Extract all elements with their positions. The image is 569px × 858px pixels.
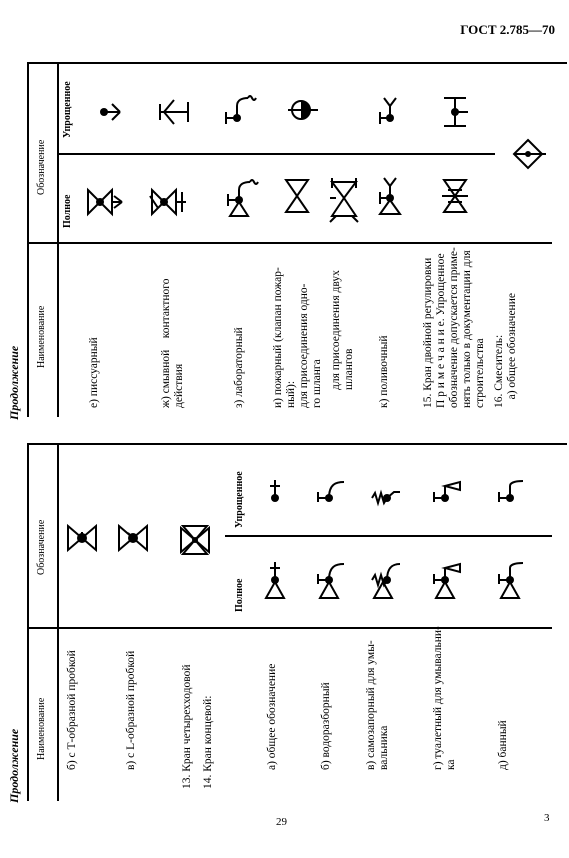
right-col-simplified-header: Упрощенное xyxy=(62,81,73,138)
right-table-box-top xyxy=(27,62,567,64)
left-col-symbol-header: Обозначение xyxy=(36,519,47,575)
water-tap-full-icon xyxy=(316,560,348,604)
end-valve-simplified-general-icon xyxy=(265,478,285,504)
watering-tap-full-icon xyxy=(376,176,406,220)
right-row-laboratory: з) лабораторный xyxy=(233,327,245,408)
right-row-watering: к) поливочный xyxy=(378,335,390,408)
left-row-self-closing: в) самозапорный для умы- вальника xyxy=(365,640,390,770)
l-plug-valve-icon xyxy=(117,522,149,554)
left-row-four-way: 13. Кран четырехходовой xyxy=(181,664,193,789)
fire-valve-two-full-icon xyxy=(328,176,360,224)
right-row-fire: и) пожарный (клапан пожар- ный): для присоединения одно- го шланга xyxy=(272,267,323,408)
standard-designation: ГОСТ 2.785—70 xyxy=(460,22,555,37)
t-plug-valve-icon xyxy=(66,522,98,554)
left-col-full-header: Полное xyxy=(234,578,245,612)
flush-simplified-icon xyxy=(158,96,192,128)
four-way-valve-icon xyxy=(175,520,215,560)
right-table-col-divider-1 xyxy=(27,242,552,244)
urinal-simplified-icon xyxy=(96,96,124,128)
corner-number: 3 xyxy=(544,812,550,824)
right-continuation: Продолжение xyxy=(7,345,21,420)
fire-valve-one-full-icon xyxy=(282,176,312,216)
watering-tap-simplified-icon xyxy=(376,96,406,128)
left-table-col-divider-1 xyxy=(27,627,552,629)
right-row-flush: ж) смывной контактного действия xyxy=(160,278,185,408)
left-row-bath: д) банный xyxy=(497,720,509,770)
water-tap-simplified-icon xyxy=(316,478,348,504)
right-row-mixer: 16. Смеситель: а) общее обозначение xyxy=(493,293,518,408)
fire-valve-one-simplified-icon xyxy=(286,94,320,128)
left-row-toilet: г) туалетный для умывальни- ка xyxy=(432,626,457,770)
left-table-box-top xyxy=(27,443,567,445)
right-row-double-regulating: 15. Кран двойной регулировки П р и м е ч а н и е. Упрощенное обозначение допускается приме- нять только в документации для строительства xyxy=(422,247,486,408)
left-col-simplified-header: Упрощенное xyxy=(234,471,245,528)
bath-tap-full-icon xyxy=(497,560,529,604)
right-col-name-header: Наименование xyxy=(36,305,47,368)
left-row-water-tap: б) водоразборный xyxy=(320,682,332,770)
right-col-symbol-header: Обозначение xyxy=(36,139,47,195)
laboratory-simplified-icon xyxy=(222,92,262,128)
left-table-top-border xyxy=(27,443,29,801)
right-table-left-border xyxy=(27,62,29,417)
left-continuation: Продолжение xyxy=(7,728,21,803)
self-closing-full-icon xyxy=(370,560,404,604)
right-table-header-bottom xyxy=(57,62,59,417)
page-number: 29 xyxy=(276,816,287,828)
left-row-t-plug: б) с Т-образной пробкой xyxy=(66,650,78,770)
double-regulating-simplified-icon xyxy=(440,94,470,130)
right-table-col-divider-2 xyxy=(57,153,495,155)
double-regulating-full-icon xyxy=(440,176,470,216)
right-row-urinal: е) писсуарный xyxy=(88,337,100,408)
flush-full-icon xyxy=(148,186,188,218)
left-col-name-header: Наименование xyxy=(36,697,47,760)
left-row-general: а) общее обозначение xyxy=(266,663,278,770)
end-valve-full-general-icon xyxy=(262,560,288,604)
left-row-l-plug: в) с L-образной пробкой xyxy=(125,650,137,770)
mixer-general-icon xyxy=(510,136,546,172)
left-row-end-valve: 14. Кран концевой: xyxy=(202,695,214,789)
self-closing-simplified-icon xyxy=(370,478,404,504)
laboratory-full-icon xyxy=(224,176,260,222)
bath-tap-simplified-icon xyxy=(497,478,529,504)
right-row-fire-two: для присоединения двух шлангов xyxy=(330,270,355,390)
left-table-col-divider-2 xyxy=(225,535,552,537)
toilet-tap-simplified-icon xyxy=(432,478,466,504)
right-col-full-header: Полное xyxy=(62,194,73,228)
urinal-full-icon xyxy=(84,186,124,218)
toilet-tap-full-icon xyxy=(432,560,466,604)
left-table-header-bottom xyxy=(57,443,59,801)
